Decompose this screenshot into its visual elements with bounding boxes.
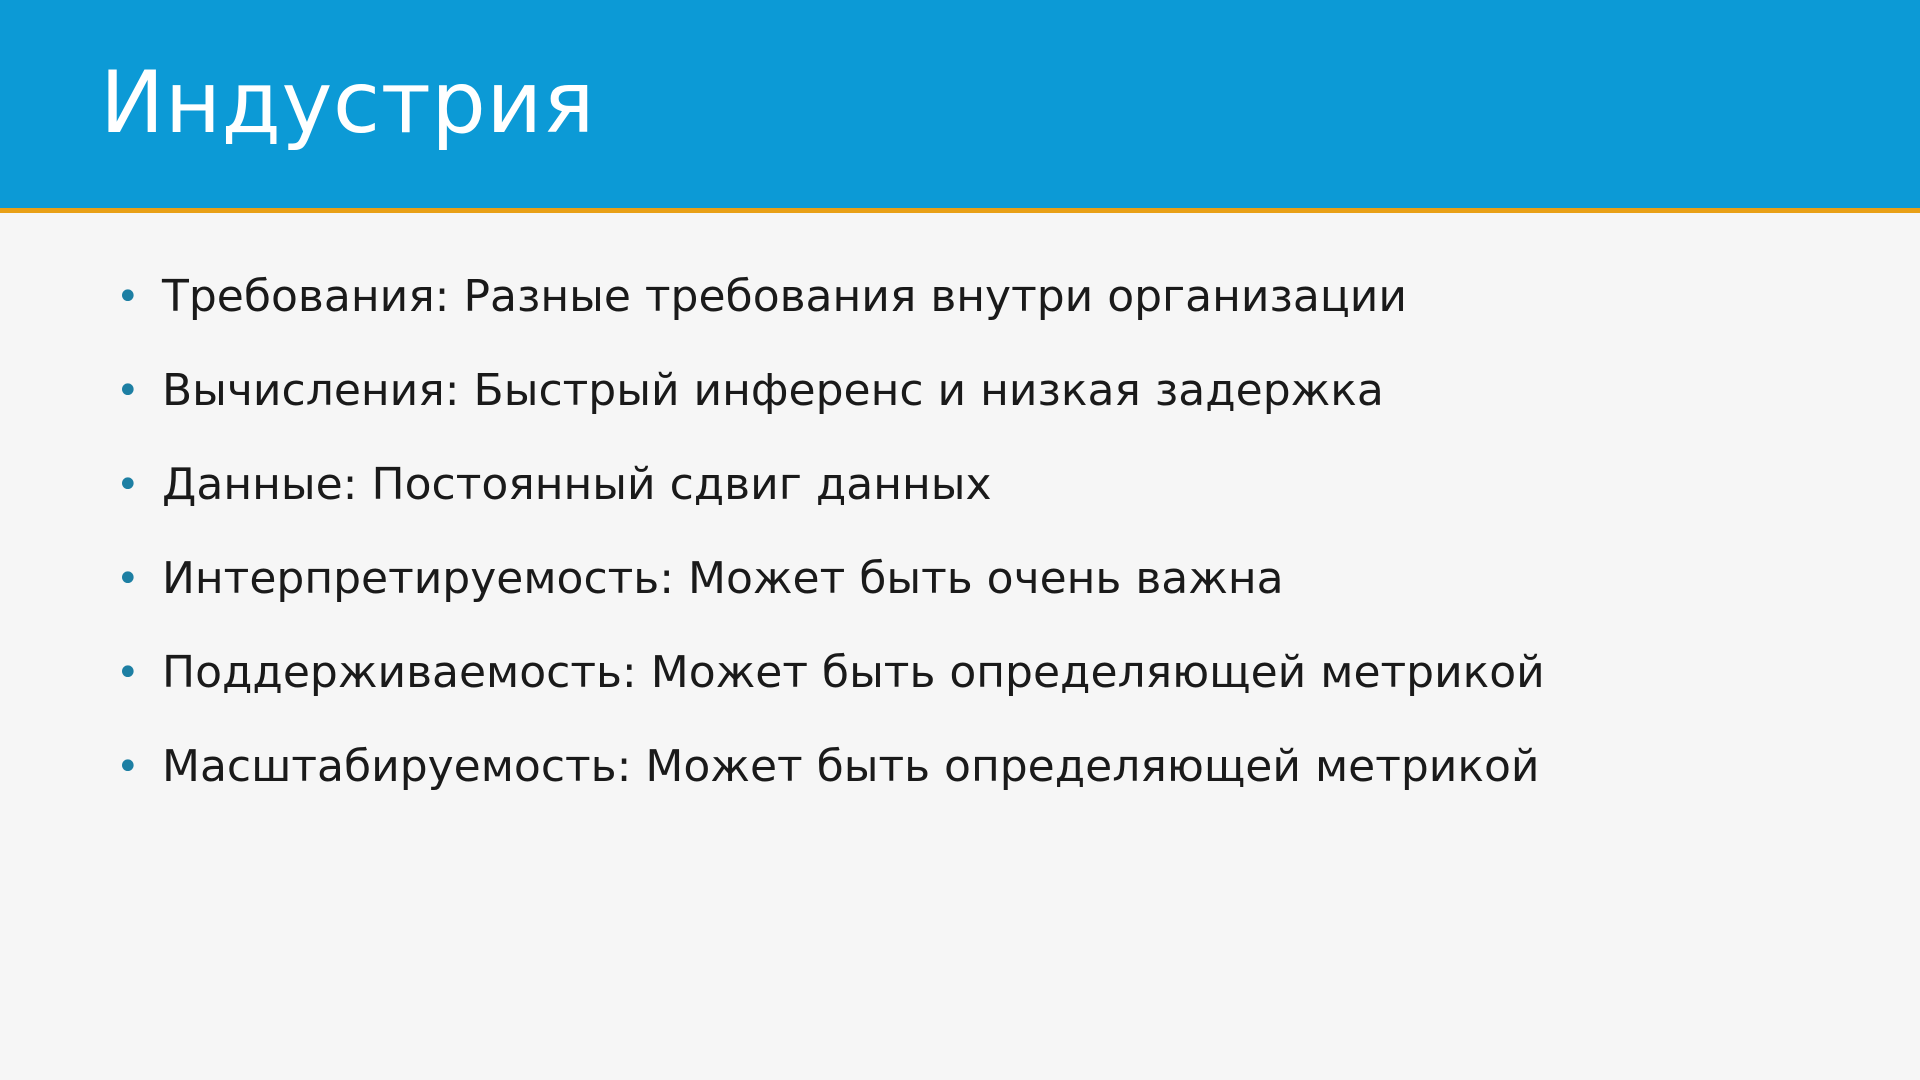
list-item-label: Вычисления: Быстрый инференс и низкая задержка (162, 365, 1384, 416)
page-title: Индустрия (100, 53, 596, 153)
list-item (100, 268, 1860, 326)
list-item (100, 550, 1860, 608)
bullet-icon: • (116, 650, 140, 696)
bullet-list (100, 268, 1860, 832)
slide-header-band (0, 0, 1920, 208)
list-item (100, 456, 1860, 514)
slide-body (0, 213, 1920, 1080)
list-item (100, 362, 1860, 420)
bullet-icon: • (116, 744, 140, 790)
list-item (100, 644, 1860, 702)
list-item-label: Поддерживаемость: Может быть определяющей метрикой (162, 647, 1545, 698)
list-item (100, 738, 1860, 796)
bullet-icon: • (116, 556, 140, 602)
list-item-label: Масштабируемость: Может быть определяющей метрикой (162, 741, 1540, 792)
bullet-icon: • (116, 462, 140, 508)
list-item-label: Интерпретируемость: Может быть очень важна (162, 553, 1284, 604)
list-item-label: Данные: Постоянный сдвиг данных (162, 459, 992, 510)
bullet-icon: • (116, 274, 140, 320)
bullet-icon: • (116, 368, 140, 414)
list-item-label: Требования: Разные требования внутри организации (162, 271, 1407, 322)
